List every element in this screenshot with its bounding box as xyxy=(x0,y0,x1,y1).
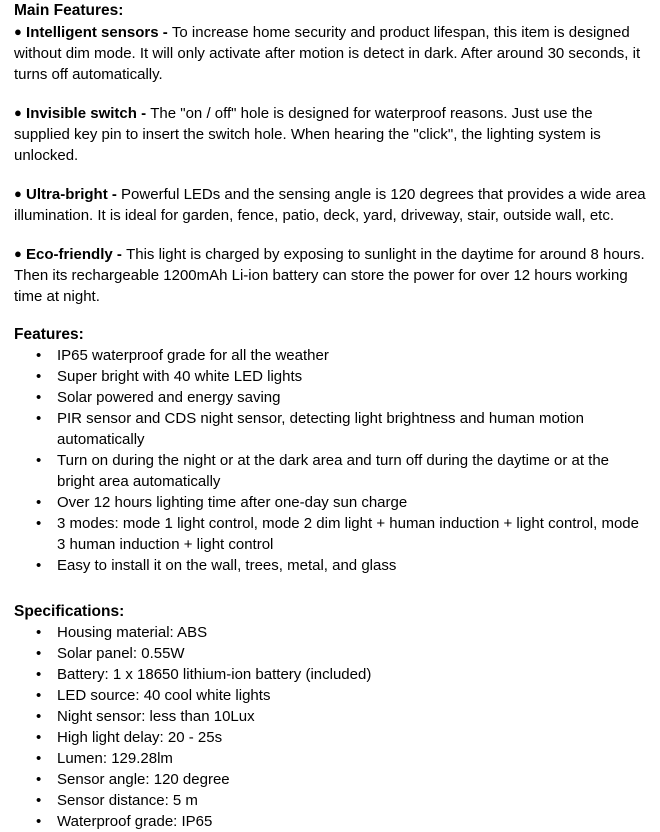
list-item: • Over 12 hours lighting time after one-day sun charge xyxy=(0,492,660,513)
feature-separator: - xyxy=(107,186,122,203)
list-item: • LED source: 40 cool white lights xyxy=(0,685,660,706)
list-item: • IP65 waterproof grade for all the weather xyxy=(0,345,660,366)
feature-body-text: To increase home security and product lifespan, this item is designed without dim mode. It will only activate after motion is detect in dark. After around 30 seconds, it turns off automatically. xyxy=(14,24,641,83)
feature-body-text: This light is charged by exposing to sunlight in the daytime for around 8 hours. Then its rechargeable 1200mAh Li-ion battery can store the power for over 12 hours working time at night. xyxy=(14,246,645,305)
section-gap xyxy=(0,307,660,324)
list-item: • 3 modes: mode 1 light control, mode 2 dim light + human induction + light control, mode 3 human induction + light control xyxy=(0,513,660,555)
feature-body-text: Powerful LEDs and the sensing angle is 120 degrees that provides a wide area illumination. It is ideal for garden, fence, patio, deck, yard, driveway, stair, outside wall, etc. xyxy=(14,186,646,224)
feature-lead-label: Eco-friendly xyxy=(26,246,113,263)
paragraph-bullet-icon: ● xyxy=(14,186,22,201)
features-list xyxy=(0,345,660,576)
paragraph-bullet-icon: ● xyxy=(14,105,22,120)
main-features-heading: Main Features: xyxy=(14,2,124,19)
list-item: • Super bright with 40 white LED lights xyxy=(0,366,660,387)
list-item: • Sensor angle: 120 degree xyxy=(0,769,660,790)
list-item: • Night sensor: less than 10Lux xyxy=(0,706,660,727)
feature-lead-label: Invisible switch xyxy=(26,105,137,122)
feature-lead-label: Ultra-bright xyxy=(26,186,108,203)
features-heading: Features: xyxy=(14,326,84,343)
list-item: • Easy to install it on the wall, trees, metal, and glass xyxy=(0,555,660,576)
paragraph-bullet-icon: ● xyxy=(14,246,22,261)
list-item: • PIR sensor and CDS night sensor, detecting light brightness and human motion automatically xyxy=(0,408,660,450)
specifications-heading: Specifications: xyxy=(14,603,125,620)
feature-body-text: The "on / off" hole is designed for waterproof reasons. Just use the supplied key pin to insert the switch hole. When hearing the "click", the lighting system is unlocked. xyxy=(14,105,601,164)
feature-separator: - xyxy=(136,105,151,122)
feature-lead-label: Intelligent sensors xyxy=(26,24,159,41)
specifications-list xyxy=(0,622,660,832)
list-item: • High light delay: 20 - 25s xyxy=(0,727,660,748)
feature-paragraph-eco-friendly xyxy=(0,243,660,307)
list-item: • Turn on during the night or at the dark area and turn off during the daytime or at the bright area automatically xyxy=(0,450,660,492)
list-item: • Waterproof grade: IP65 xyxy=(0,811,660,832)
section-gap xyxy=(0,576,660,601)
list-item: • Sensor distance: 5 m xyxy=(0,790,660,811)
paragraph-bullet-icon: ● xyxy=(14,24,22,39)
list-item: • Solar panel: 0.55W xyxy=(0,643,660,664)
feature-separator: - xyxy=(158,24,172,41)
feature-paragraph-intelligent-sensors xyxy=(0,21,660,85)
list-item: • Solar powered and energy saving xyxy=(0,387,660,408)
list-item: • Housing material: ABS xyxy=(0,622,660,643)
list-item: • Lumen: 129.28lm xyxy=(0,748,660,769)
feature-separator: - xyxy=(112,246,127,263)
feature-paragraph-invisible-switch xyxy=(0,102,660,166)
list-item: • Battery: 1 x 18650 lithium-ion battery (included) xyxy=(0,664,660,685)
feature-paragraph-ultra-bright xyxy=(0,183,660,226)
